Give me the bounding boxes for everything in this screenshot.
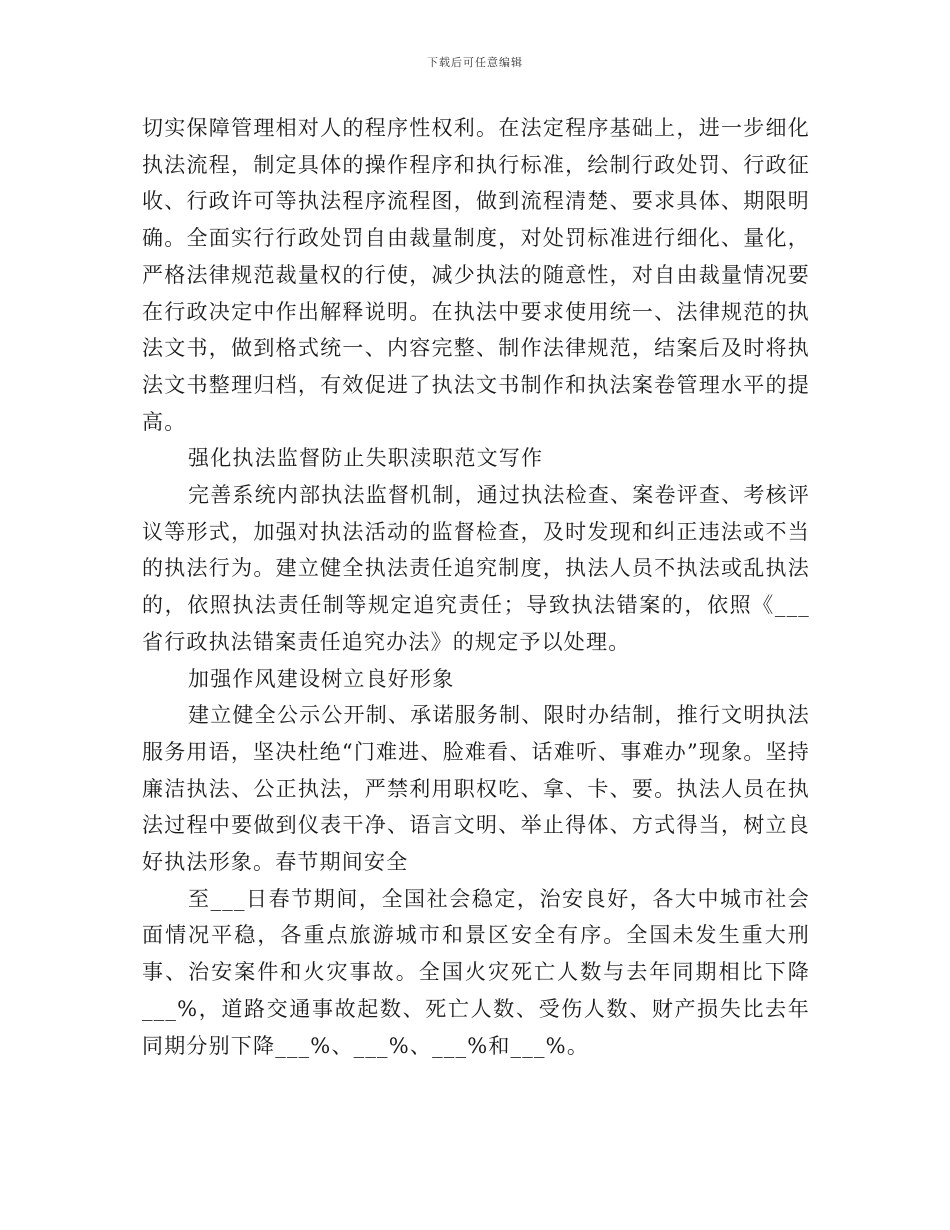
paragraph-1: 切实保障管理相对人的程序性权利。在法定程序基础上，进一步细化执法流程，制定具体的操作程序和执行标准，绘制行政处罚、行政征收、行政许可等执法程序流程图，做到流程清楚、要求具体、期限明确。全面实行行政处罚自由裁量制度，对处罚标准进行细化、量化，严格法律规范裁量权的行使，减少执法的随意性，对自由裁量情况要在行政决定中作出解释说明。在执法中要求使用统一、法律规范的执法文书，做到格式统一、内容完整、制作法律规范，结案后及时将执法文书整理归档，有效促进了执法文书制作和执法案卷管理水平的提高。 bbox=[142, 116, 810, 434]
section-heading-supervision: 强化执法监督防止失职渎职范文写作 bbox=[188, 446, 544, 471]
paragraph-4: 至___日春节期间，全国社会稳定，治安良好，各大中城市社会面情况平稳，各重点旅游城市和景区安全有序。全国未发生重大刑事、治安案件和火灾事故。全国火灾死亡人数与去年同期相比下降___%，道路交通事故起数、死亡人数、受伤人数、财产损失比去年同期分别下降___%、___%、___%和___%。 bbox=[142, 886, 810, 1058]
paragraph-3: 建立健全公示公开制、承诺服务制、限时办结制，推行文明执法服务用语，坚决杜绝“门难进、脸难看、话难听、事难办”现象。坚持廉洁执法、公正执法，严禁利用职权吃、拿、卡、要。执法人员在执法过程中要做到仪表干净、语言文明、举止得体、方式得当，树立良好执法形象。春节期间安全 bbox=[142, 703, 810, 875]
paragraph-2: 完善系统内部执法监督机制，通过执法检查、案卷评查、考核评议等形式，加强对执法活动的监督检查，及时发现和纠正违法或不当的执法行为。建立健全执法责任追究制度，执法人员不执法或乱执法的，依照执法责任制等规定追究责任；导致执法错案的，依照《___省行政执法错案责任追究办法》的规定予以处理。 bbox=[142, 483, 810, 654]
page-header: 下载后可任意编辑 bbox=[427, 56, 523, 69]
section-heading-conduct: 加强作风建设树立良好形象 bbox=[188, 666, 455, 691]
document-body bbox=[142, 110, 810, 1064]
